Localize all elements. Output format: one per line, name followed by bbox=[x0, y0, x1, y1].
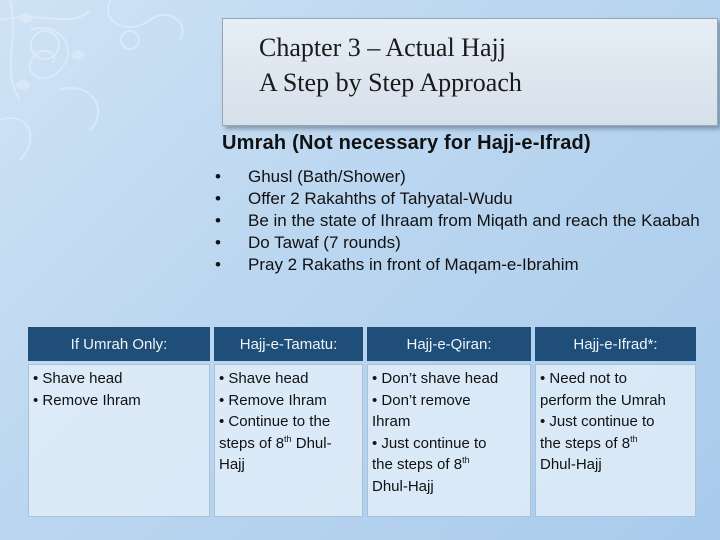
ordinal-suffix: th bbox=[284, 433, 292, 444]
header-tamatu: Hajj-e-Tamatu: bbox=[214, 327, 363, 361]
cell-line: • Continue to the bbox=[219, 413, 331, 431]
slide-title: Chapter 3 – Actual Hajj bbox=[259, 33, 506, 62]
title-box bbox=[222, 18, 718, 126]
tamatu-cell bbox=[214, 364, 363, 517]
cell-line: Ihram bbox=[372, 413, 411, 431]
arabesque-corner-ornament bbox=[0, 0, 240, 170]
cell-line: Dhul-Hajj bbox=[372, 477, 434, 495]
cell-line: • Don’t remove bbox=[372, 391, 471, 409]
umrah-step: • Be in the state of Ihraam from Miqath and reach the Kaabah bbox=[212, 210, 712, 232]
umrah-step: • Ghusl (Bath/Shower) bbox=[212, 166, 712, 188]
cell-line: perform the Umrah bbox=[540, 391, 666, 409]
cell-line bbox=[372, 454, 527, 476]
cell-line: • Just continue to bbox=[540, 413, 655, 431]
cell-line: • Don’t shave head bbox=[372, 370, 499, 387]
cell-line: • Just continue to bbox=[372, 434, 487, 452]
ordinal-suffix: th bbox=[462, 455, 470, 466]
slide-subtitle: A Step by Step Approach bbox=[259, 68, 522, 97]
cell-line: • Shave head bbox=[219, 370, 309, 387]
header-umrah-only: If Umrah Only: bbox=[28, 327, 210, 361]
cell-line bbox=[219, 433, 359, 455]
steps-text: steps of 8 bbox=[219, 434, 285, 452]
steps-text-end: Dhul- bbox=[291, 434, 332, 452]
umrah-heading: Umrah (Not necessary for Hajj-e-Ifrad) bbox=[222, 132, 591, 154]
steps-text: the steps of 8 bbox=[372, 456, 463, 474]
cell-line: Dhul-Hajj bbox=[540, 456, 602, 474]
cell-line: • Remove Ihram bbox=[219, 391, 327, 409]
cell-line: • Shave head bbox=[33, 370, 123, 387]
umrah-step: • Do Tawaf (7 rounds) bbox=[212, 232, 712, 254]
header-qiran: Hajj-e-Qiran: bbox=[367, 327, 531, 361]
cell-line bbox=[540, 433, 692, 455]
cell-line: Hajj bbox=[219, 456, 245, 474]
steps-text: the steps of 8 bbox=[540, 434, 631, 452]
qiran-cell bbox=[367, 364, 531, 517]
umrah-only-cell bbox=[28, 364, 210, 517]
cell-line: • Need not to bbox=[540, 370, 627, 387]
umrah-steps-list bbox=[212, 166, 712, 276]
umrah-step: • Offer 2 Rakahths of Tahyatal-Wudu bbox=[212, 188, 712, 210]
ifrad-cell bbox=[535, 364, 696, 517]
hajj-types-table bbox=[28, 327, 718, 517]
cell-line: • Remove Ihram bbox=[33, 391, 141, 409]
header-ifrad: Hajj-e-Ifrad*: bbox=[535, 327, 696, 361]
ordinal-suffix: th bbox=[630, 433, 638, 444]
umrah-step: • Pray 2 Rakaths in front of Maqam-e-Ibrahim bbox=[212, 254, 712, 276]
